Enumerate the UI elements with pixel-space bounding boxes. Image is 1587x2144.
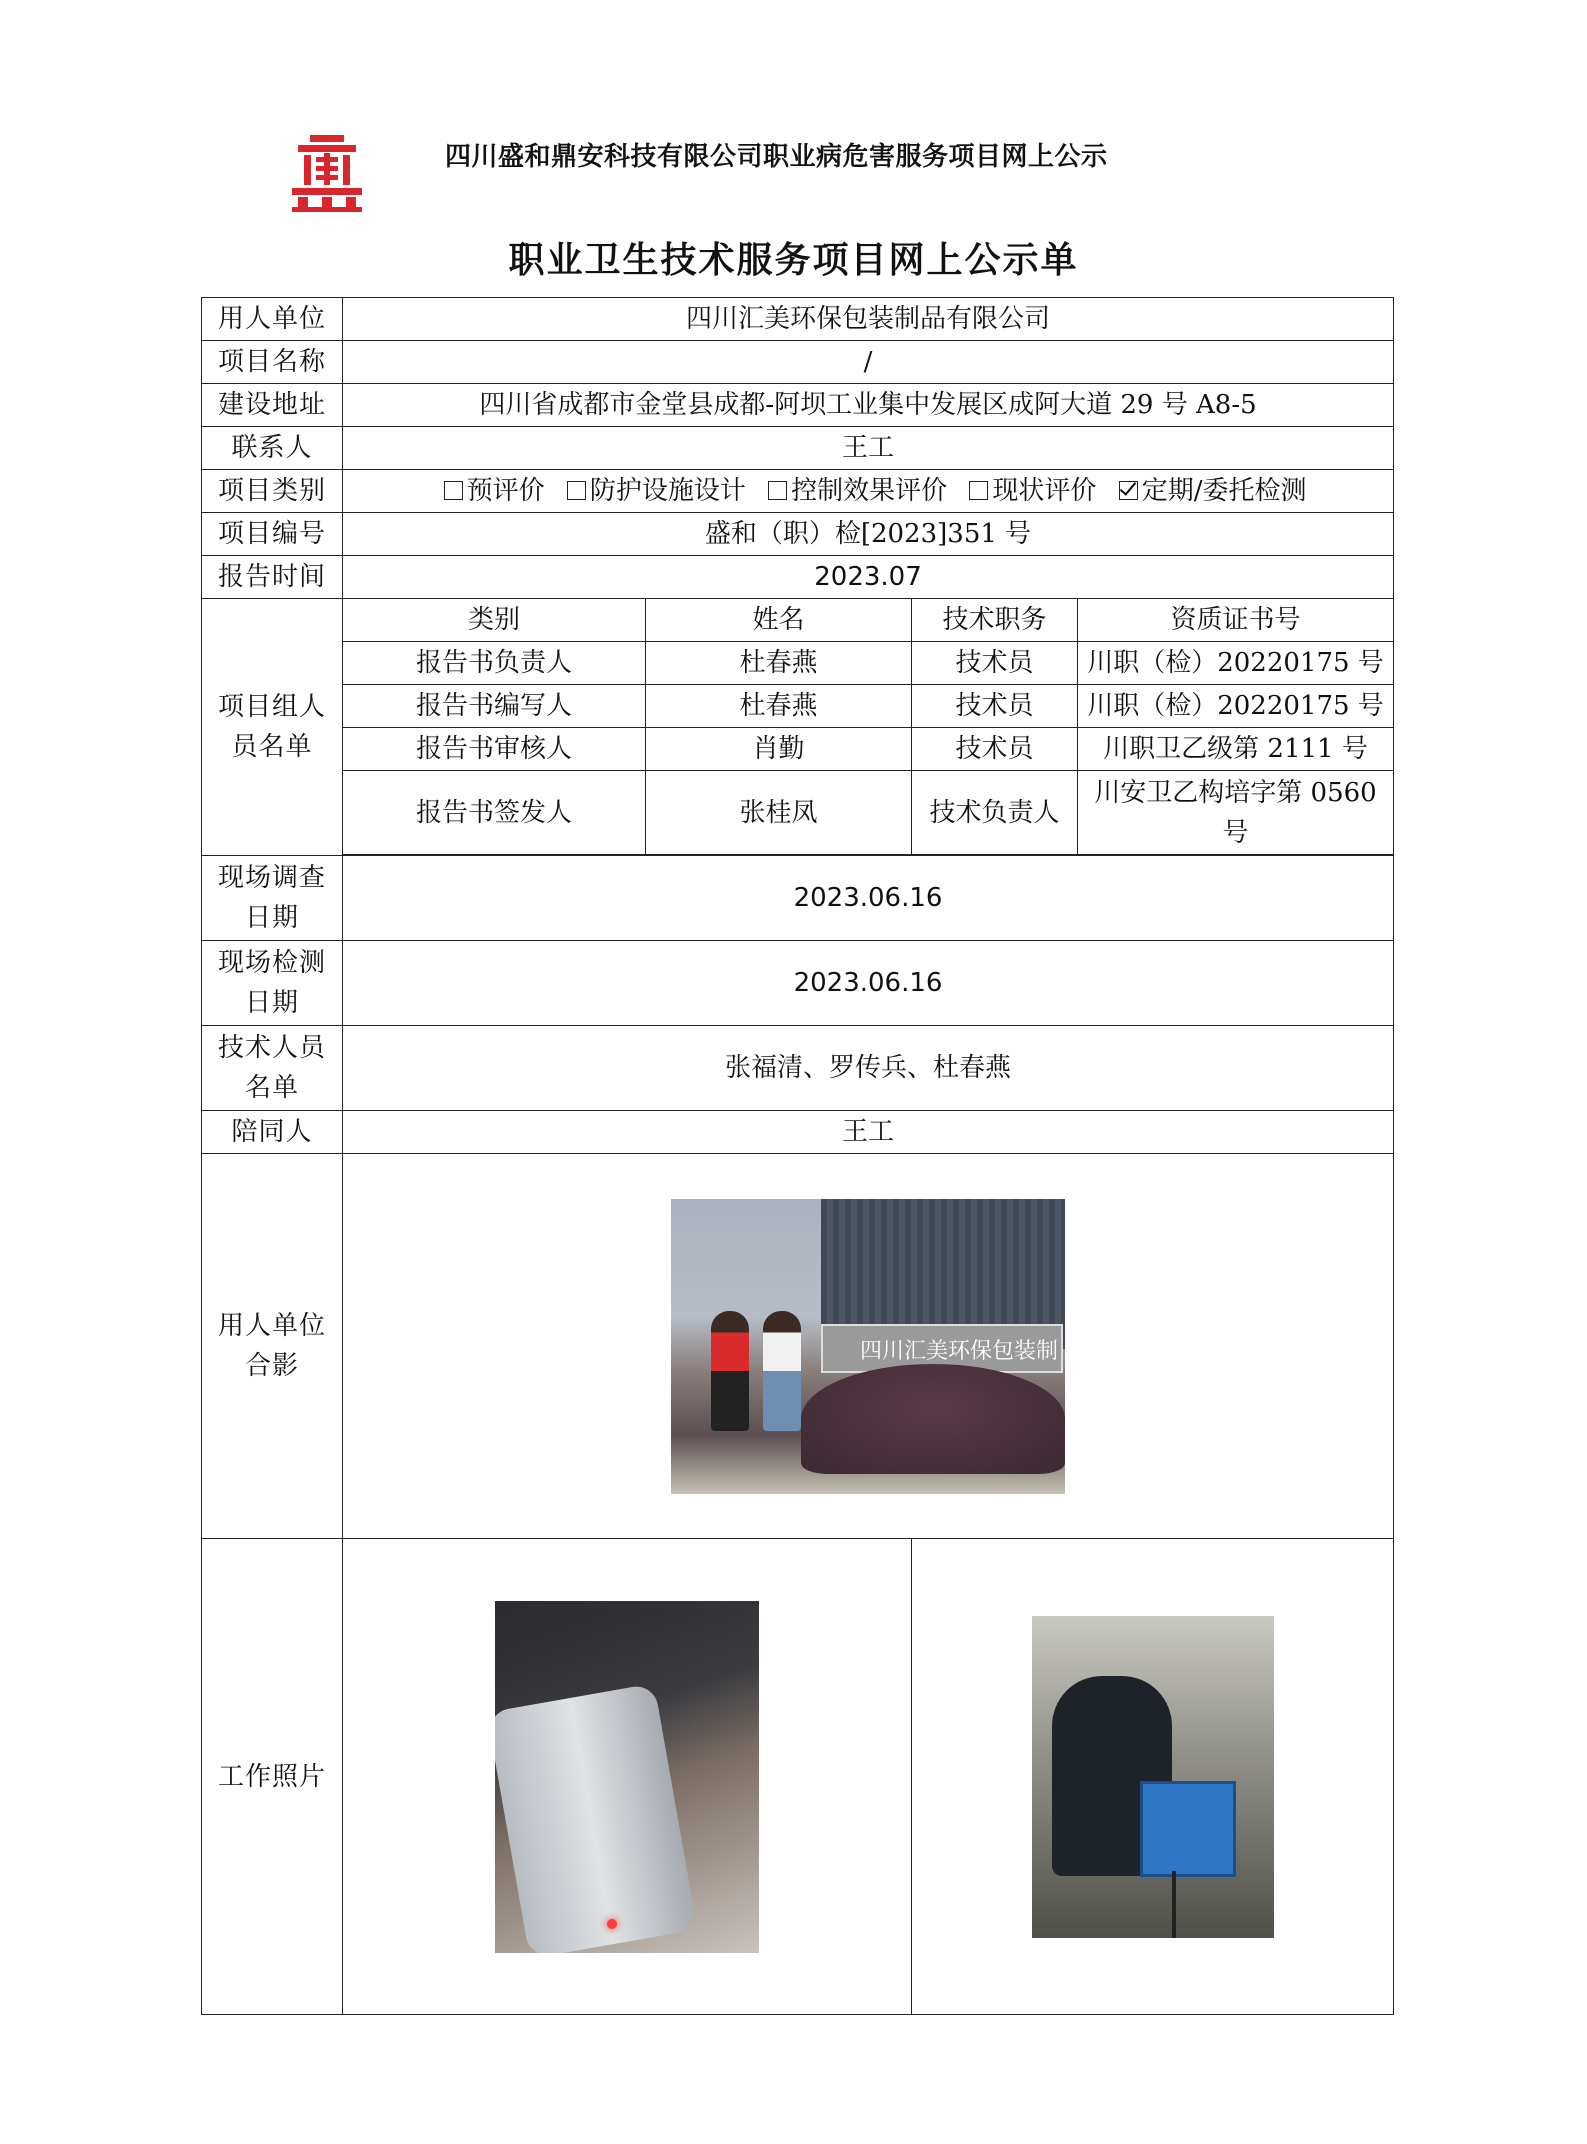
option-protection-design: 防护设施设计 [589,476,746,506]
row-escort [202,1111,1394,1154]
team-header-title: 技术职务 [912,599,1078,642]
option-pre-assessment: 预评价 [466,476,545,506]
notice-form-table [201,297,1394,2015]
checkbox-periodic-testing[interactable] [1119,481,1138,500]
team-title: 技术负责人 [912,771,1078,855]
company-sign-text: 四川汇美环保包装制 [859,1338,1058,1364]
row-technicians [202,1026,1394,1111]
team-certificate: 川职（检）20220175 号 [1078,642,1394,685]
value-employer: 四川汇美环保包装制品有限公司 [343,298,1394,341]
row-site-address [202,384,1394,427]
label-team: 项目组人员名单 [202,599,343,856]
label-escort: 陪同人 [202,1111,343,1154]
row-survey-date [202,856,1394,941]
row-project-number [202,513,1394,556]
row-report-time [202,556,1394,599]
value-project-name: / [343,341,1394,384]
option-control-evaluation: 控制效果评价 [791,476,948,506]
row-project-name [202,341,1394,384]
value-contact: 王工 [343,427,1394,470]
checkbox-status-evaluation[interactable] [969,481,988,500]
team-role: 报告书审核人 [343,728,646,771]
team-header-certificate: 资质证书号 [1078,599,1394,642]
team-role: 报告书签发人 [343,771,646,855]
team-name: 杜春燕 [646,642,912,685]
person-left [711,1311,749,1431]
label-work-photos: 工作照片 [202,1539,343,2015]
label-test-date: 现场检测日期 [202,941,343,1026]
value-test-date: 2023.06.16 [343,941,1394,1026]
label-survey-date: 现场调查日期 [202,856,343,941]
team-certificate: 川职（检）20220175 号 [1078,685,1394,728]
team-title: 技术员 [912,642,1078,685]
label-project-number: 项目编号 [202,513,343,556]
team-name: 杜春燕 [646,685,912,728]
label-group-photo: 用人单位合影 [202,1154,343,1539]
team-title: 技术员 [912,685,1078,728]
team-title: 技术员 [912,728,1078,771]
checkbox-protection-design[interactable] [567,481,586,500]
option-periodic-testing: 定期/委托检测 [1141,476,1307,506]
team-name: 肖勤 [646,728,912,771]
table-row [202,685,1394,728]
organization-heading: 四川盛和鼎安科技有限公司职业病危害服务项目网上公示 [445,142,1108,172]
label-technicians: 技术人员名单 [202,1026,343,1111]
team-certificate: 川职卫乙级第 2111 号 [1078,728,1394,771]
checkbox-pre-assessment[interactable] [444,481,463,500]
document-title: 职业卫生技术服务项目网上公示单 [508,239,1079,281]
work-photo-meter [495,1601,759,1953]
group-photo-image [671,1199,1065,1494]
option-status-evaluation: 现状评价 [992,476,1097,506]
label-employer: 用人单位 [202,298,343,341]
label-project-type: 项目类别 [202,470,343,513]
team-name: 张桂凤 [646,771,912,855]
label-contact: 联系人 [202,427,343,470]
value-report-time: 2023.07 [343,556,1394,599]
value-technicians: 张福清、罗传兵、杜春燕 [343,1026,1394,1111]
row-group-photo [202,1154,1394,1539]
row-employer [202,298,1394,341]
value-site-address: 四川省成都市金堂县成都-阿坝工业集中发展区成阿大道 29 号 A8-5 [343,384,1394,427]
row-work-photos [202,1539,1394,2015]
work-photo-sampler [1032,1616,1274,1938]
table-row [202,642,1394,685]
value-escort: 王工 [343,1111,1394,1154]
team-certificate: 川安卫乙构培字第 0560 号 [1078,771,1394,855]
person-right [763,1311,801,1431]
team-role: 报告书负责人 [343,642,646,685]
checkbox-control-evaluation[interactable] [768,481,787,500]
team-role: 报告书编写人 [343,685,646,728]
row-test-date [202,941,1394,1026]
label-project-name: 项目名称 [202,341,343,384]
row-contact [202,427,1394,470]
team-header-name: 姓名 [646,599,912,642]
value-project-number: 盛和（职）检[2023]351 号 [343,513,1394,556]
row-project-type [202,470,1394,513]
table-row [202,728,1394,771]
project-type-options [343,470,1394,513]
team-header-category: 类别 [343,599,646,642]
label-site-address: 建设地址 [202,384,343,427]
label-report-time: 报告时间 [202,556,343,599]
table-row [202,771,1394,855]
sheng-seal-logo-icon [290,133,364,213]
value-survey-date: 2023.06.16 [343,856,1394,941]
team-header-row [202,599,1394,642]
